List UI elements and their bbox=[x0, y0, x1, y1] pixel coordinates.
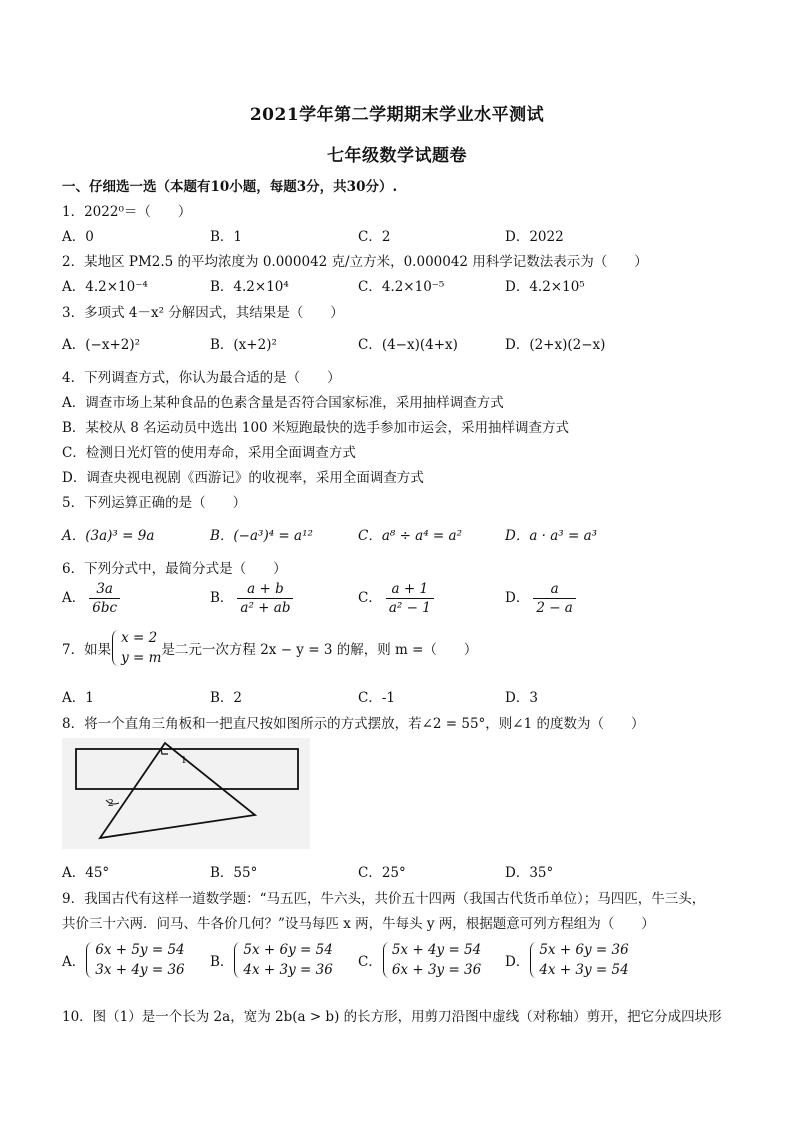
q4-option-b: B．某校从 8 名运动员中选出 100 米短跑最快的选手参加市运会，采用抽样调查方式 bbox=[62, 420, 569, 436]
q6-option-d-label: D． bbox=[505, 590, 530, 606]
q6-fraction-a bbox=[89, 580, 120, 617]
angle-2-label: 2 bbox=[108, 797, 114, 809]
q9-option-a bbox=[62, 940, 185, 980]
q7-stem bbox=[62, 628, 477, 668]
q9-option-b-label: B． bbox=[210, 954, 234, 970]
q5-option-d: D．a · a³ = a³ bbox=[505, 528, 598, 544]
q6-c-denominator: a² − 1 bbox=[388, 600, 431, 616]
q7-option-a: A．1 bbox=[62, 690, 94, 706]
q2-stem: 2．某地区 PM2.5 的平均浓度为 0.000042 克/立方米，0.000042 用科学记数法表示为（ ） bbox=[62, 254, 648, 270]
q7-system bbox=[111, 628, 161, 668]
q1-option-d: D．2022 bbox=[505, 229, 564, 245]
q6-option-c bbox=[358, 580, 434, 617]
q7-eq1: x = 2 bbox=[121, 630, 158, 646]
q1-option-a: A．0 bbox=[62, 229, 94, 245]
q8-option-a: A．45° bbox=[62, 865, 110, 881]
q6-d-denominator: 2 − a bbox=[536, 600, 573, 616]
q1-option-c: C．2 bbox=[358, 229, 391, 245]
q3-option-b: B．(x+2)² bbox=[210, 337, 277, 353]
q9-system-d bbox=[529, 940, 628, 980]
q5-option-b: B．(−a³)⁴ = a¹² bbox=[210, 528, 313, 544]
q9-system-c bbox=[382, 940, 481, 980]
q6-option-d bbox=[505, 580, 576, 617]
q9-system-a bbox=[85, 940, 184, 980]
exam-title: 2021学年第二学期期末学业水平测试 bbox=[249, 105, 545, 125]
q9-a-eq1: 6x + 5y = 54 bbox=[95, 942, 185, 958]
q6-option-a-label: A． bbox=[62, 590, 86, 606]
q6-option-b-label: B． bbox=[210, 590, 234, 606]
q9-d-eq2: 4x + 3y = 54 bbox=[539, 962, 629, 978]
q4-option-d: D．调查央视电视剧《西游记》的收视率，采用全面调查方式 bbox=[62, 470, 424, 486]
q6-option-c-label: C． bbox=[358, 590, 382, 606]
q8-option-b: B．55° bbox=[210, 865, 258, 881]
q3-stem: 3．多项式 4－x² 分解因式，其结果是（ ） bbox=[62, 305, 344, 321]
q9-a-eq2: 3x + 4y = 36 bbox=[95, 962, 185, 978]
q5-option-c: C．a⁸ ÷ a⁴ = a² bbox=[358, 528, 462, 544]
q9-option-c bbox=[358, 940, 481, 980]
q1-option-b: B．1 bbox=[210, 229, 243, 245]
q9-stem-line1: 9．我国古代有这样一道数学题：“马五匹，牛六头，共价五十四两（我国古代货币单位）；马四匹，牛三头， bbox=[62, 891, 706, 907]
q6-fraction-b bbox=[237, 580, 293, 617]
q7-eq2: y = m bbox=[121, 650, 162, 666]
q8-ruler-triangle-figure bbox=[62, 738, 312, 850]
q4-option-a: A．调查市场上某种食品的色素含量是否符合国家标准，采用抽样调查方式 bbox=[62, 395, 504, 411]
q9-option-c-label: C． bbox=[358, 954, 382, 970]
q10-stem: 10．图（1）是一个长为 2a，宽为 2b(a > b) 的长方形，用剪刀沿图中虚线（对称轴）剪开，把它分成四块形 bbox=[62, 1009, 722, 1025]
exam-subtitle: 七年级数学试题卷 bbox=[327, 146, 467, 166]
q9-b-eq1: 5x + 6y = 54 bbox=[243, 942, 333, 958]
q7-option-b: B．2 bbox=[210, 690, 243, 706]
q6-c-numerator: a + 1 bbox=[386, 580, 434, 599]
q6-option-b bbox=[210, 580, 293, 617]
q6-a-denominator: 6bc bbox=[92, 600, 118, 616]
q7-option-c: C．-1 bbox=[358, 690, 395, 706]
q9-d-eq1: 5x + 6y = 36 bbox=[539, 942, 629, 958]
q7-prefix: 7．如果 bbox=[62, 642, 112, 658]
q6-fraction-c bbox=[386, 580, 434, 617]
q6-stem: 6．下列分式中，最简分式是（ ） bbox=[62, 561, 287, 577]
q9-option-d-label: D． bbox=[505, 954, 530, 970]
q4-stem: 4．下列调查方式，你认为最合适的是（ ） bbox=[62, 370, 341, 386]
q9-c-eq1: 5x + 4y = 54 bbox=[391, 942, 482, 958]
q9-option-d bbox=[505, 940, 629, 980]
q3-option-a: A．(−x+2)² bbox=[62, 337, 141, 353]
q5-option-a: A．(3a)³ = 9a bbox=[62, 528, 155, 544]
q3-option-d: D．(2+x)(2−x) bbox=[505, 337, 606, 353]
q6-b-denominator: a² + ab bbox=[240, 600, 291, 616]
q9-b-eq2: 4x + 3y = 36 bbox=[243, 962, 333, 978]
q6-b-numerator: a + b bbox=[237, 580, 293, 599]
q6-a-numerator: 3a bbox=[89, 580, 120, 599]
q2-option-d: D．4.2×10⁵ bbox=[505, 279, 585, 295]
q6-fraction-d bbox=[533, 580, 576, 617]
angle-1-label: 1 bbox=[181, 754, 187, 766]
q7-option-d: D．3 bbox=[505, 690, 538, 706]
q9-option-a-label: A． bbox=[62, 954, 86, 970]
q6-d-numerator: a bbox=[533, 580, 576, 599]
q7-suffix: 是二元一次方程 2x − y = 3 的解，则 m =（ ） bbox=[161, 642, 478, 658]
q2-option-c: C．4.2×10⁻⁵ bbox=[358, 279, 445, 295]
q6-option-a bbox=[62, 580, 120, 617]
q5-stem: 5．下列运算正确的是（ ） bbox=[62, 495, 247, 511]
q9-c-eq2: 6x + 3y = 36 bbox=[391, 962, 482, 978]
q8-option-d: D．35° bbox=[505, 865, 554, 881]
section-heading: 一、仔细选一选（本题有10小题，每题3分，共30分）. bbox=[62, 179, 398, 195]
q9-system-b bbox=[233, 940, 332, 980]
q2-option-b: B．4.2×10⁴ bbox=[210, 279, 289, 295]
q1-stem: 1．2022⁰＝（ ） bbox=[62, 204, 192, 220]
q8-option-c: C．25° bbox=[358, 865, 406, 881]
q9-stem-line2: 共价三十六两．问马、牛各价几何？”设马每匹 x 两，牛每头 y 两，根据题意可列方程组为（ ） bbox=[62, 916, 655, 932]
q2-option-a: A．4.2×10⁻⁴ bbox=[62, 279, 148, 295]
q4-option-c: C．检测日光灯管的使用寿命，采用全面调查方式 bbox=[62, 445, 356, 461]
q8-stem: 8．将一个直角三角板和一把直尺按如图所示的方式摆放，若∠2 = 55°，则∠1 的度数为（ ） bbox=[62, 716, 645, 732]
q9-option-b bbox=[210, 940, 333, 980]
q3-option-c: C．(4−x)(4+x) bbox=[358, 337, 458, 353]
